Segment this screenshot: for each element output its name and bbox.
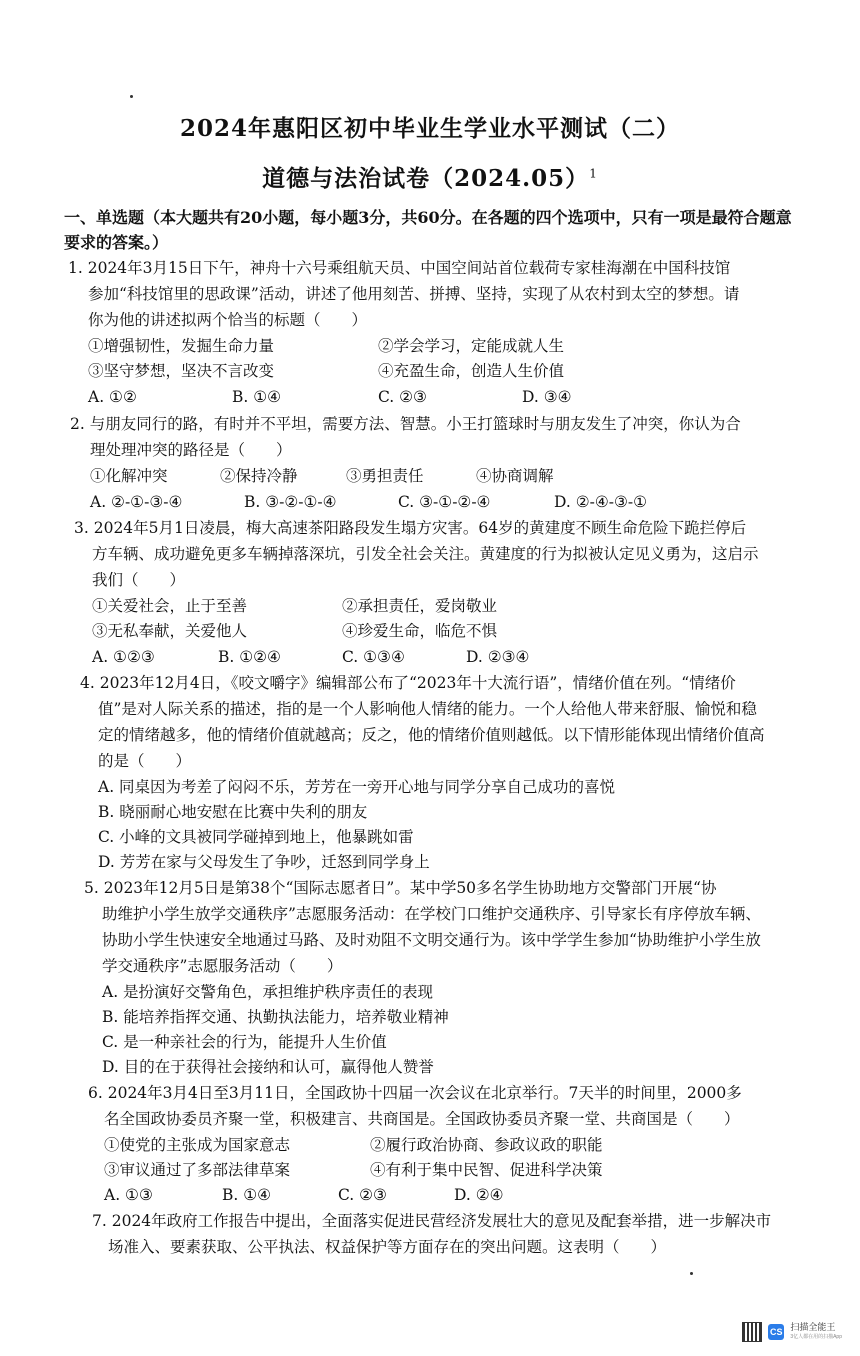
question-text-line: 的是（ ） xyxy=(98,752,192,770)
camscanner-logo-icon: CS xyxy=(768,1324,784,1340)
answer-option-c: C. ②③ xyxy=(338,1186,387,1204)
statement-item: ②学会学习，定能成就人生 xyxy=(378,337,565,355)
statement-item: ③勇担责任 xyxy=(346,467,424,485)
statement-item: ①化解冲突 xyxy=(90,467,168,485)
answer-option-b: B. ①②④ xyxy=(218,648,281,666)
question-text-line: 值”是对人际关系的描述，指的是一个人影响他人情绪的能力。一个人给他人带来舒服、愉悦和稳 xyxy=(98,700,757,718)
answer-option-c: C. ②③ xyxy=(378,388,427,406)
section-heading: 一、单选题（本大题共有20小题，每小题3分，共60分。在各题的四个选项中，只有一项是最符合题意要求的答案。） xyxy=(64,208,792,252)
question-text-line: 我们（ ） xyxy=(92,571,186,589)
answer-option-a: A. ①② xyxy=(88,388,137,406)
answer-option-c: C. 是一种亲社会的行为，能提升人生价值 xyxy=(102,1033,387,1051)
question-text-line: 6. 2024年3月4日至3月11日，全国政协十四届一次会议在北京举行。7天半的时间里，2000多 xyxy=(88,1084,742,1102)
answer-option-d: D. ②③④ xyxy=(466,648,530,666)
question-text-line: 方车辆、成功避免更多车辆掉落深坑，引发全社会关注。黄建度的行为拟被认定见义勇为，这启示 xyxy=(92,545,759,563)
statement-item: ①增强韧性，发掘生命力量 xyxy=(88,337,275,355)
question-text-line: 名全国政协委员齐聚一堂，积极建言、共商国是。全国政协委员齐聚一堂、共商国是（ ） xyxy=(104,1110,740,1128)
statement-item: ③坚守梦想，坚决不言改变 xyxy=(88,362,275,380)
scanner-watermark xyxy=(742,1322,842,1342)
question-text-line: 1. 2024年3月15日下午，神舟十六号乘组航天员、中国空间站首位载荷专家桂海潮在中国科技馆 xyxy=(68,259,731,277)
statement-item: ①关爱社会，止于至善 xyxy=(92,597,248,615)
question-text-line: 助维护小学生放学交通秩序”志愿服务活动：在学校门口维护交通秩序、引导家长有序停放车辆、 xyxy=(102,905,761,923)
watermark-tagline: 3亿人都在用的扫描App xyxy=(790,1334,842,1340)
statement-item: ④有利于集中民智、促进科学决策 xyxy=(370,1161,603,1179)
answer-option-c: C. ③-①-②-④ xyxy=(398,493,491,511)
question-text-line: 7. 2024年政府工作报告中提出，全面落实促进民营经济发展壮大的意见及配套举措，进一步解决市 xyxy=(92,1212,772,1230)
answer-option-c: C. ①③④ xyxy=(342,648,405,666)
statement-item: ②保持冷静 xyxy=(220,467,298,485)
subtitle-mark: 1 xyxy=(589,166,598,181)
answer-option-a: A. ②-①-③-④ xyxy=(90,493,183,511)
statement-item: ③审议通过了多部法律草案 xyxy=(104,1161,291,1179)
statement-item: ④珍爱生命，临危不惧 xyxy=(342,622,498,640)
statement-item: ④协商调解 xyxy=(476,467,554,485)
statement-item: ②履行政治协商、参政议政的职能 xyxy=(370,1136,603,1154)
watermark-text xyxy=(790,1322,842,1342)
answer-option-a: A. 是扮演好交警角色，承担维护秩序责任的表现 xyxy=(102,983,434,1001)
question-text-line: 参加“科技馆里的思政课”活动，讲述了他用刻苦、拼搏、坚持，实现了从农村到太空的梦想。请 xyxy=(88,285,740,303)
question-text-line: 4. 2023年12月4日，《咬文嚼字》编辑部公布了“2023年十大流行语”，情绪价值在列。“情绪价 xyxy=(80,674,736,692)
answer-option-d: D. 芳芳在家与父母发生了争吵，迁怒到同学身上 xyxy=(98,853,430,871)
question-text-line: 3. 2024年5月1日凌晨，梅大高速茶阳路段发生塌方灾害。64岁的黄建度不顾生命危险下跪拦停后 xyxy=(74,519,747,537)
exam-subtitle xyxy=(0,160,860,193)
answer-option-d: D. ②④ xyxy=(454,1186,504,1204)
answer-option-b: B. 能培养指挥交通、执勤执法能力，培养敬业精神 xyxy=(102,1008,449,1026)
answer-option-b: B. ③-②-①-④ xyxy=(244,493,337,511)
answer-option-a: A. 同桌因为考差了闷闷不乐，芳芳在一旁开心地与同学分享自己成功的喜悦 xyxy=(98,778,616,796)
statement-item: ①使党的主张成为国家意志 xyxy=(104,1136,291,1154)
statement-item: ④充盈生命，创造人生价值 xyxy=(378,362,565,380)
question-text-line: 5. 2023年12月5日是第38个“国际志愿者日”。某中学50多名学生协助地方交警部门开展“协 xyxy=(84,879,717,897)
answer-option-a: A. ①③ xyxy=(104,1186,153,1204)
scan-speck xyxy=(690,1272,693,1275)
answer-option-d: D. 目的在于获得社会接纳和认可，赢得他人赞誉 xyxy=(102,1058,434,1076)
answer-option-c: C. 小峰的文具被同学碰掉到地上，他暴跳如雷 xyxy=(98,828,414,846)
statement-item: ③无私奉献，关爱他人 xyxy=(92,622,248,640)
answer-option-d: D. ②-④-③-① xyxy=(554,493,648,511)
statement-item: ②承担责任，爱岗敬业 xyxy=(342,597,498,615)
exam-title: 2024年惠阳区初中毕业生学业水平测试（二） xyxy=(179,115,680,142)
question-text-line: 你为他的讲述拟两个恰当的标题（ ） xyxy=(88,311,368,329)
question-text-line: 场准入、要素获取、公平执法、权益保护等方面存在的突出问题。这表明（ ） xyxy=(108,1238,667,1256)
answer-option-b: B. 晓丽耐心地安慰在比赛中失利的朋友 xyxy=(98,803,368,821)
watermark-brand: 扫描全能王 xyxy=(790,1322,836,1332)
question-text-line: 协助小学生快速安全地通过马路、及时劝阻不文明交通行为。该中学学生参加“协助维护小学生放 xyxy=(102,931,761,949)
qr-code-icon xyxy=(742,1322,762,1342)
answer-option-b: B. ①④ xyxy=(222,1186,272,1204)
question-text-line: 2. 与朋友同行的路，有时并不平坦，需要方法、智慧。小王打篮球时与朋友发生了冲突，你认为合 xyxy=(70,415,741,433)
question-text-line: 理处理冲突的路径是（ ） xyxy=(90,441,292,459)
answer-option-b: B. ①④ xyxy=(232,388,282,406)
answer-option-d: D. ③④ xyxy=(522,388,572,406)
question-text-line: 定的情绪越多，他的情绪价值就越高；反之，他的情绪价值则越低。以下情形能体现出情绪价值高 xyxy=(98,726,765,744)
question-text-line: 学交通秩序”志愿服务活动（ ） xyxy=(102,957,343,975)
scan-speck xyxy=(130,95,133,98)
answer-option-a: A. ①②③ xyxy=(92,648,155,666)
subtitle-text: 道德与法治试卷（2024.05） xyxy=(262,165,590,192)
